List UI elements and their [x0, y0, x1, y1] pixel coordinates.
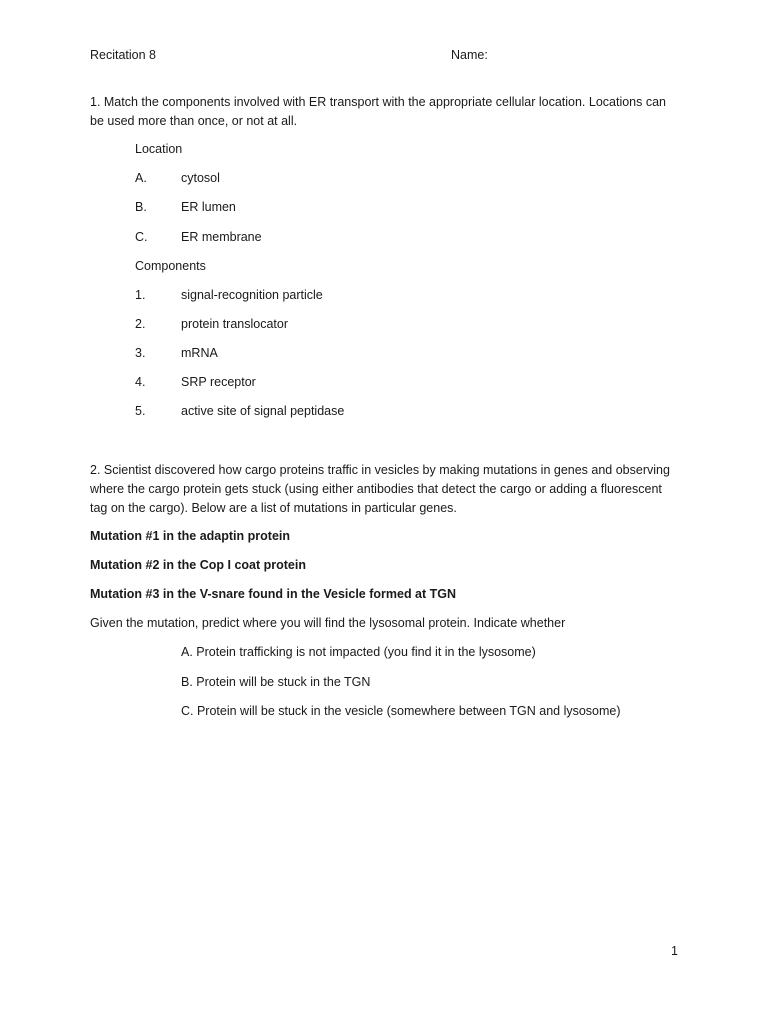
component-text: protein translocator — [181, 317, 289, 331]
name-label: Name: — [451, 48, 488, 62]
answer-option: B. Protein will be stuck in the TGN — [181, 675, 371, 689]
component-number: 3. — [135, 346, 146, 360]
location-letter: A. — [135, 171, 147, 185]
component-number: 4. — [135, 375, 146, 389]
component-number: 5. — [135, 404, 146, 418]
recitation-title: Recitation 8 — [90, 48, 157, 62]
instruction-text: Given the mutation, predict where you will find the lysosomal protein. Indicate whether — [90, 616, 566, 630]
location-letter: B. — [135, 200, 147, 214]
answer-option: A. Protein trafficking is not impacted (you find it in the lysosome) — [181, 645, 536, 659]
question-2-prompt: 2. Scientist discovered how cargo proteins traffic in vesicles by making mutations in genes and observing where the cargo protein gets stuck (using either antibodies that detect the cargo or adding a fluorescent tag on the cargo). Below are a list of mutations in particular genes. — [90, 463, 670, 515]
components-heading: Components — [135, 259, 206, 273]
location-heading: Location — [135, 142, 183, 156]
component-number: 1. — [135, 288, 146, 302]
mutation-item: Mutation #1 in the adaptin protein — [90, 529, 290, 543]
location-text: cytosol — [181, 171, 220, 185]
component-text: active site of signal peptidase — [181, 404, 345, 418]
question-1-prompt: 1. Match the components involved with ER transport with the appropriate cellular location. Locations can be used more than once, or not at all. — [90, 95, 667, 128]
component-text: mRNA — [181, 346, 218, 360]
mutation-item: Mutation #3 in the V-snare found in the Vesicle formed at TGN — [90, 587, 457, 601]
component-text: signal-recognition particle — [181, 288, 323, 302]
location-text: ER lumen — [181, 200, 236, 214]
location-letter: C. — [135, 230, 148, 244]
mutation-item: Mutation #2 in the Cop I coat protein — [90, 558, 306, 572]
page-number: 1 — [671, 944, 678, 958]
answer-option: C. Protein will be stuck in the vesicle (somewhere between TGN and lysosome) — [181, 704, 621, 718]
location-text: ER membrane — [181, 230, 262, 244]
component-number: 2. — [135, 317, 146, 331]
component-text: SRP receptor — [181, 375, 256, 389]
